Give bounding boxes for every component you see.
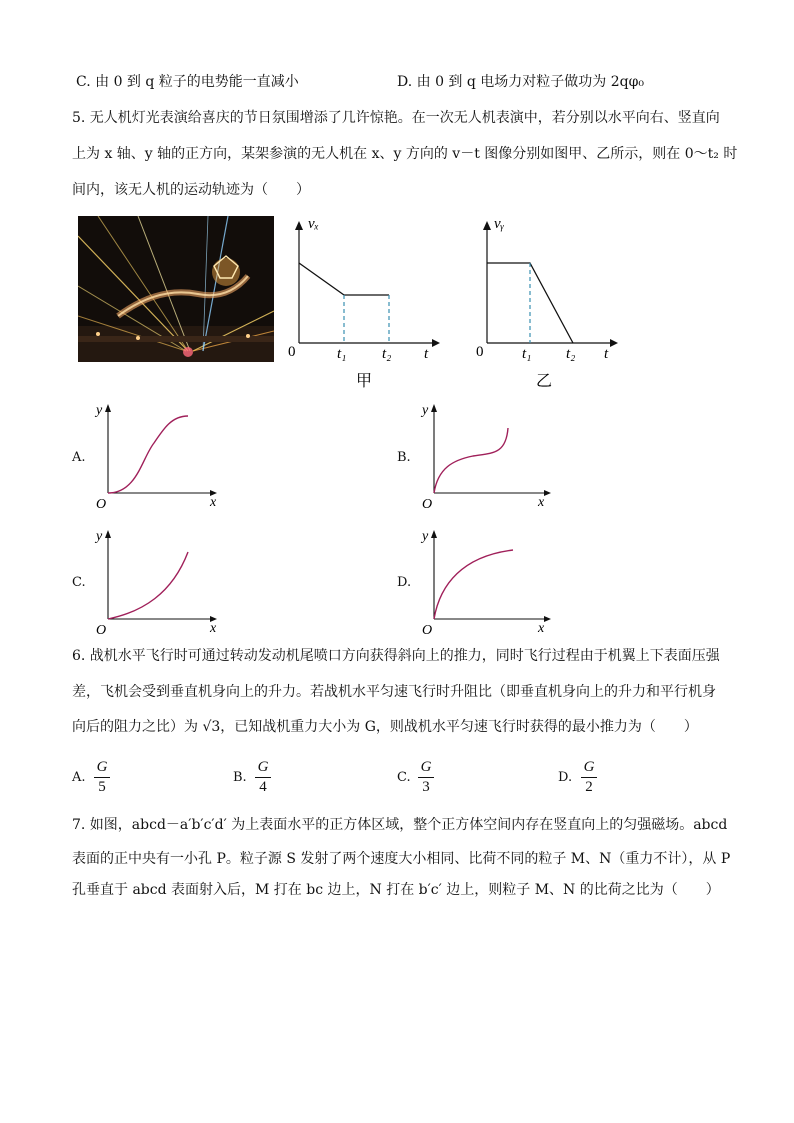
q6-option-a-fraction bbox=[94, 759, 110, 796]
chart-vy-caption: 乙 bbox=[536, 373, 553, 390]
chart-vy-series-line bbox=[487, 263, 573, 343]
label-x: x bbox=[210, 495, 217, 510]
axis-y-arrow bbox=[431, 404, 437, 412]
axis-y-arrow bbox=[105, 530, 111, 538]
label-origin: O bbox=[422, 623, 433, 636]
q7-line-1: 7. 如图，abcd－a′b′c′d′ 为上表面水平的正方体区域，整个正方体空间内存在竖直向上的匀强磁场。abcd bbox=[72, 817, 728, 833]
q6-option-d-fraction bbox=[581, 759, 597, 796]
q6-option-b-label: B. bbox=[233, 770, 247, 785]
axis-y-arrow bbox=[431, 530, 437, 538]
q7-line-2: 表面的正中央有一小孔 P。粒子源 S 发射了两个速度大小相同、比荷不同的粒子 M、N（重力不计），从 P bbox=[72, 851, 731, 867]
q5-option-d-label: D. bbox=[397, 575, 412, 590]
numerator: G bbox=[257, 759, 269, 775]
chart-vx-axes bbox=[295, 221, 440, 347]
q5-option-a-label: A. bbox=[72, 450, 86, 465]
chart-vy-ylabel: vᵧ bbox=[494, 216, 505, 232]
numerator: G bbox=[96, 759, 108, 775]
label-x: x bbox=[538, 621, 545, 636]
q6-line-1: 6. 战机水平飞行时可通过转动发动机尾喷口方向获得斜向上的推力，同时飞行过程由于机翼上下表面压强 bbox=[72, 648, 720, 664]
q6-line-2: 差，飞机会受到垂直机身向上的升力。若战机水平匀速飞行时升阻比（即垂直机身向上的升力和平行机身 bbox=[72, 684, 716, 700]
axis-x-arrow bbox=[544, 490, 551, 496]
q5-option-a-graph bbox=[92, 398, 222, 510]
q6-option-a-label: A. bbox=[72, 770, 86, 785]
label-x: x bbox=[538, 495, 545, 510]
chart-vy-zero: 0 bbox=[476, 344, 484, 360]
numerator: G bbox=[583, 759, 595, 775]
q5-option-c-graph bbox=[92, 524, 222, 636]
chart-vx-caption: 甲 bbox=[356, 373, 373, 390]
q6-option-b-fraction bbox=[255, 759, 271, 796]
chart-vx-zero: 0 bbox=[288, 344, 296, 360]
q5-line-2: 上为 x 轴、y 轴的正方向，某架参演的无人机在 x、y 方向的 v－t 图像分别如图甲、乙所示，则在 0～t₂ 时 bbox=[72, 146, 738, 162]
q5-line-1: 5. 无人机灯光表演给喜庆的节日氛围增添了几许惊艳。在一次无人机表演中，若分别以水平向右、竖直向 bbox=[72, 110, 720, 126]
q5-option-d-graph bbox=[418, 524, 558, 636]
denominator: 3 bbox=[422, 779, 430, 795]
chart-vx-t bbox=[280, 208, 450, 398]
q6-line-3: 向后的阻力之比）为 √3，已知战机重力大小为 G，则战机水平匀速飞行时获得的最小推力为（ ） bbox=[72, 719, 698, 735]
label-y: y bbox=[422, 529, 429, 544]
trajectory-curve bbox=[108, 552, 188, 619]
chart-vy-t-arrow bbox=[610, 339, 618, 347]
chart-vy-tick-t1: t₁ bbox=[522, 346, 532, 362]
chart-vx-tick-t2: t₂ bbox=[382, 346, 392, 362]
trajectory-curve bbox=[108, 416, 188, 493]
label-y: y bbox=[96, 403, 103, 418]
label-origin: O bbox=[422, 497, 433, 510]
chart-vx-t-arrow bbox=[432, 339, 440, 347]
q6-option-c-fraction bbox=[418, 759, 434, 796]
q5-line-3: 间内，该无人机的运动轨迹为（ ） bbox=[72, 182, 310, 198]
chart-vx-xlabel: t bbox=[424, 346, 429, 362]
chart-vy-t bbox=[468, 208, 638, 398]
trajectory-curve bbox=[434, 550, 513, 619]
label-origin: O bbox=[96, 497, 107, 510]
label-origin: O bbox=[96, 623, 107, 636]
label-y: y bbox=[96, 529, 103, 544]
chart-vx-series-line bbox=[299, 263, 389, 295]
q5-option-c-label: C. bbox=[72, 575, 86, 590]
chart-vx-ylabel: vₓ bbox=[308, 216, 319, 232]
label-x: x bbox=[210, 621, 217, 636]
q6-option-c-label: C. bbox=[397, 770, 411, 785]
chart-vx-tick-t1: t₁ bbox=[337, 346, 347, 362]
q5-option-b-graph bbox=[418, 398, 558, 510]
axis-x-arrow bbox=[544, 616, 551, 622]
q5-option-b-label: B. bbox=[397, 450, 411, 465]
chart-vy-v-arrow bbox=[483, 221, 491, 230]
denominator: 4 bbox=[259, 779, 267, 795]
q4-option-c: C. 由 0 到 q 粒子的电势能一直减小 bbox=[76, 74, 299, 90]
chart-vy-tick-t2: t₂ bbox=[566, 346, 576, 362]
q6-option-d-label: D. bbox=[558, 770, 573, 785]
denominator: 2 bbox=[585, 779, 593, 795]
chart-vy-xlabel: t bbox=[604, 346, 609, 362]
chart-vy-axes bbox=[483, 221, 618, 347]
label-y: y bbox=[422, 403, 429, 418]
axis-y-arrow bbox=[105, 404, 111, 412]
chart-vx-v-arrow bbox=[295, 221, 303, 230]
trajectory-curve bbox=[434, 428, 508, 493]
q7-line-3: 孔垂直于 abcd 表面射入后，M 打在 bc 边上，N 打在 b′c′ 边上，则粒子 M、N 的比荷之比为（ ） bbox=[72, 882, 720, 898]
numerator: G bbox=[420, 759, 432, 775]
drone-show-photo bbox=[78, 216, 274, 362]
denominator: 5 bbox=[98, 779, 106, 795]
q4-option-d: D. 由 0 到 q 电场力对粒子做功为 2qφ₀ bbox=[397, 74, 645, 90]
